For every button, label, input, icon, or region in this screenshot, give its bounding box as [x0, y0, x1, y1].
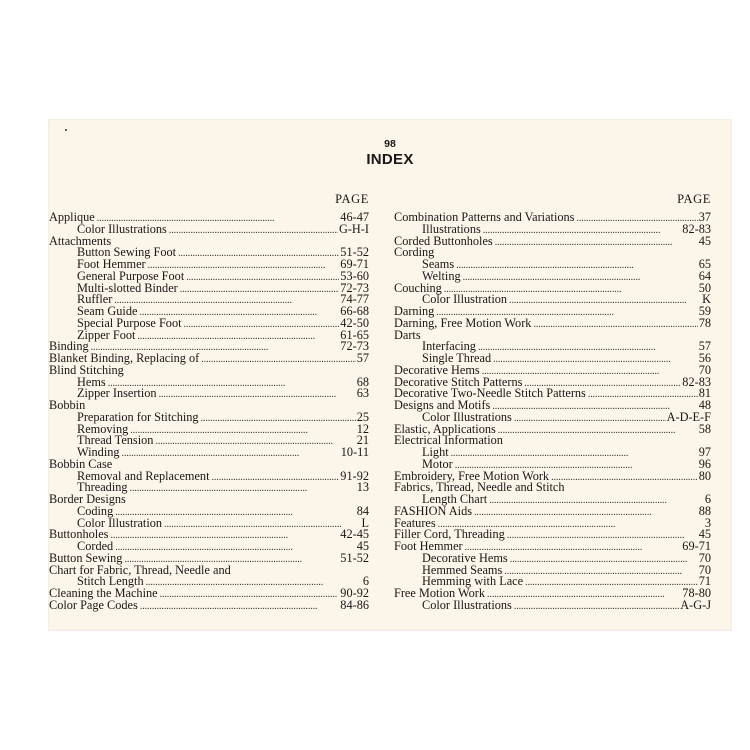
index-entry-label: Bobbin Case — [49, 456, 113, 471]
dot-leader — [504, 566, 697, 578]
dot-leader — [551, 472, 698, 484]
dot-leader — [495, 237, 698, 249]
index-entries-right — [394, 212, 711, 612]
index-entry-page: 64 — [698, 268, 711, 283]
index-entry-page: 6 — [704, 492, 711, 506]
index-entry-page: 71 — [698, 574, 711, 589]
dot-leader — [115, 542, 356, 554]
dot-leader — [130, 425, 355, 437]
index-entry-page: 70 — [698, 362, 711, 377]
index-entry-page: 42-50 — [340, 315, 369, 330]
dot-leader — [110, 530, 339, 542]
index-entry-label: Button Sewing Foot — [77, 245, 177, 260]
index-entry-page: 45 — [698, 233, 711, 248]
index-entry-page: 84-86 — [340, 597, 369, 612]
index-entry-label: Special Purpose Foot — [77, 315, 182, 330]
index-entry-label: Threading — [77, 480, 128, 495]
index-entry-label: Light — [422, 445, 449, 459]
index-entry-label: Attachments — [49, 233, 112, 248]
dot-leader — [456, 260, 698, 272]
index-entries-left — [49, 212, 369, 612]
index-entry-label: Seams — [422, 257, 455, 271]
index-entry — [394, 315, 711, 330]
index-entry-label: Decorative Stitch Patterns — [394, 374, 523, 389]
index-entry-label: Removing — [77, 421, 129, 436]
dot-leader — [114, 295, 339, 307]
dot-leader — [212, 472, 340, 484]
index-entry-page: 82-83 — [682, 374, 711, 389]
index-entry — [394, 294, 711, 306]
dot-leader — [507, 530, 698, 542]
index-entry-label: Fabrics, Thread, Needle and Stitch — [394, 480, 565, 495]
index-entry-page: 51-52 — [340, 245, 369, 260]
index-entry-page: 80 — [698, 468, 711, 483]
index-entry-page: 13 — [356, 480, 369, 495]
index-entry-label: Stitch Length — [77, 574, 144, 589]
dot-leader — [146, 577, 362, 589]
index-entry-label: Interfacing — [422, 339, 476, 354]
index-entry-label: Seam Guide — [77, 304, 138, 318]
index-entry-label: Color Illustration — [422, 292, 508, 307]
dot-leader — [489, 495, 704, 507]
index-entry-page: A-G-J — [680, 597, 711, 612]
index-entry-label: Blanket Binding, Replacing of — [49, 351, 200, 365]
index-entry-page: 81 — [698, 386, 711, 401]
index-entry-page: 53-60 — [340, 268, 369, 283]
dot-leader — [576, 213, 697, 225]
index-entry-page: 70 — [698, 562, 711, 577]
dot-leader — [514, 601, 679, 613]
index-entry-label: Couching — [394, 280, 442, 295]
index-entry-page: 6 — [362, 574, 369, 589]
dot-leader — [130, 483, 356, 495]
index-entry-label: Color Illustrations — [77, 221, 167, 236]
dot-leader — [201, 354, 355, 366]
index-entry-page: 97 — [698, 445, 711, 459]
index-entry-page: 12 — [356, 421, 369, 436]
index-entry — [49, 597, 369, 612]
index-entry-label: Hemmed Seams — [422, 562, 503, 577]
index-entry-label: Color Illustrations — [422, 597, 512, 612]
index-entry-page: 46-47 — [340, 210, 369, 224]
dot-leader — [514, 413, 666, 425]
index-entry-page: 84 — [356, 503, 369, 518]
dot-leader — [178, 248, 339, 260]
dot-leader — [155, 436, 355, 448]
dot-leader — [180, 284, 340, 296]
dot-leader — [201, 413, 356, 425]
index-entry-label: Coding — [77, 503, 114, 518]
index-entry-page: 57 — [356, 351, 369, 365]
index-entry-page: 61-65 — [340, 327, 369, 342]
dot-leader — [160, 589, 340, 601]
index-column-right — [394, 189, 711, 612]
dot-leader — [493, 354, 698, 366]
index-entry-label: Filler Cord, Threading — [394, 527, 505, 542]
index-entry-page: 68 — [356, 374, 369, 389]
index-entry-page: 25 — [356, 409, 369, 424]
dot-leader — [588, 389, 698, 401]
index-entry-label: General Purpose Foot — [77, 268, 185, 283]
index-entry-page: 48 — [698, 398, 711, 412]
index-entry-label: Electrical Information — [394, 433, 503, 448]
index-entry-page: 88 — [698, 503, 711, 518]
index-entry — [394, 503, 711, 518]
index-entry-label: Button Sewing — [49, 550, 123, 565]
page-number: 98 — [384, 138, 396, 150]
dot-leader — [184, 319, 340, 331]
index-entry-page: 37 — [698, 210, 711, 224]
dot-leader — [525, 577, 698, 589]
index-entry-page: 45 — [698, 527, 711, 542]
column-header-page: PAGE — [335, 192, 369, 206]
index-entry-page: 57 — [698, 339, 711, 354]
index-entry-page: G-H-I — [338, 221, 369, 236]
index-entry-label: Welting — [422, 268, 461, 283]
index-entry-label: Applique — [49, 210, 95, 224]
dot-leader — [451, 448, 698, 460]
index-entry-page: 42-45 — [340, 527, 369, 542]
index-entry-label: Zipper Insertion — [77, 386, 157, 401]
index-entry-label: Chart for Fabric, Thread, Needle and — [49, 562, 231, 577]
index-entry-label: Hems — [77, 374, 106, 389]
index-entry-page: 90-92 — [340, 586, 369, 600]
index-entry-page: 69-71 — [340, 257, 369, 271]
dot-leader — [164, 519, 360, 531]
index-entry-label: Free Motion Work — [394, 586, 486, 600]
index-entry-page: 72-73 — [340, 280, 369, 295]
index-entry-page: 51-52 — [340, 550, 369, 565]
index-entry-label: Binding — [49, 339, 89, 354]
index-entry-label: Decorative Two-Needle Stitch Patterns — [394, 386, 586, 401]
index-entry-label: Motor — [422, 456, 453, 471]
dot-leader — [159, 389, 356, 401]
dot-leader — [483, 225, 682, 237]
index-entry-label: Darts — [394, 327, 421, 342]
index-entry-label: Elastic, Applications — [394, 421, 496, 436]
index-entry-label: Foot Hemmer — [394, 539, 463, 553]
dot-leader — [140, 601, 339, 613]
index-entry-page: 78-80 — [682, 586, 711, 600]
index-entry-page: K — [702, 292, 711, 307]
index-entry-page: 59 — [698, 304, 711, 318]
index-entry-label: Embroidery, Free Motion Work — [394, 468, 550, 483]
index-entry-page: 63 — [356, 386, 369, 401]
index-entry-label: Darning, Free Motion Work — [394, 315, 532, 330]
index-entry-page: 65 — [698, 257, 711, 271]
index-entry-label: Corded Buttonholes — [394, 233, 493, 248]
index-entry-label: FASHION Aids — [394, 503, 473, 518]
index-entry-page: 10-11 — [340, 445, 369, 459]
index-entry-page: 78 — [698, 315, 711, 330]
index-entry-page: 58 — [698, 421, 711, 436]
dot-leader — [137, 331, 339, 343]
index-entry-label: Bobbin — [49, 398, 86, 412]
index-entry-page: 72-73 — [340, 339, 369, 354]
index-entry-label: Single Thread — [422, 351, 492, 365]
index-entry-page: 91-92 — [340, 468, 369, 483]
page-title: INDEX — [366, 151, 414, 168]
index-entry-label: Buttonholes — [49, 527, 109, 542]
dot-leader — [463, 272, 698, 284]
index-entry-page: 82-83 — [682, 221, 711, 236]
index-entry-label: Darning — [394, 304, 435, 318]
index-entry-label: Thread Tension — [77, 433, 154, 448]
dot-leader — [509, 295, 701, 307]
index-entry-page: 45 — [356, 539, 369, 553]
column-header-page: PAGE — [677, 192, 711, 206]
index-entry-label: Zipper Foot — [77, 327, 136, 342]
index-entry-label: Preparation for Stitching — [77, 409, 199, 424]
dot-leader — [510, 554, 698, 566]
index-entry-label: Blind Stitching — [49, 362, 124, 377]
index-entry-label: Winding — [77, 445, 120, 459]
index-entry-label: Corded — [77, 539, 114, 553]
index-entry-label: Designs and Motifs — [394, 398, 491, 412]
index-entry-label: Removal and Replacement — [77, 468, 210, 483]
index-column-left — [49, 189, 369, 612]
index-entry-label: Border Designs — [49, 492, 126, 506]
index-entry-page: 56 — [698, 351, 711, 365]
index-entry-label: Cleaning the Machine — [49, 586, 158, 600]
index-entry-page: 66-68 — [340, 304, 369, 318]
index-entry-label: Multi-slotted Binder — [77, 280, 178, 295]
index-entry-page: 21 — [356, 433, 369, 448]
dot-leader — [487, 589, 681, 601]
index-entry-label: Decorative Hems — [394, 362, 480, 377]
index-entry-label: Color Illustrations — [422, 409, 512, 424]
index-entry-label: Color Illustration — [77, 515, 163, 530]
index-entry-label: Hemming with Lace — [422, 574, 524, 589]
ink-speck — [65, 129, 67, 131]
index-entry-label: Foot Hemmer — [77, 257, 146, 271]
index-entry-label: Illustrations — [422, 221, 481, 236]
index-entry-page: 96 — [698, 456, 711, 471]
dot-leader — [498, 425, 698, 437]
index-entry — [394, 233, 711, 248]
index-entry-label: Length Chart — [422, 492, 488, 506]
dot-leader — [474, 507, 698, 519]
index-entry-label: Cording — [394, 245, 435, 260]
index-entry-page: A-D-E-F — [666, 409, 711, 424]
dot-leader — [478, 342, 698, 354]
index-entry-label: Features — [394, 515, 436, 530]
index-entry-label: Combination Patterns and Variations — [394, 210, 575, 224]
dot-leader — [169, 225, 338, 237]
index-entry-page: L — [361, 515, 369, 530]
index-entry — [49, 327, 369, 342]
index-entry-page: 3 — [704, 515, 711, 530]
index-entry-label: Color Page Codes — [49, 597, 138, 612]
index-entry — [49, 388, 369, 400]
index-entry-page: 70 — [698, 550, 711, 565]
index-entry-page: 69-71 — [682, 539, 711, 553]
dot-leader — [186, 272, 339, 284]
dot-leader — [533, 319, 697, 331]
index-entry-page: 74-77 — [340, 292, 369, 307]
index-entry-page: 50 — [698, 280, 711, 295]
index-entry — [394, 597, 711, 612]
index-entry-label: Ruffler — [77, 292, 113, 307]
index-page — [48, 119, 732, 631]
index-entry-label: Decorative Hems — [422, 550, 508, 565]
dot-leader — [122, 448, 340, 460]
